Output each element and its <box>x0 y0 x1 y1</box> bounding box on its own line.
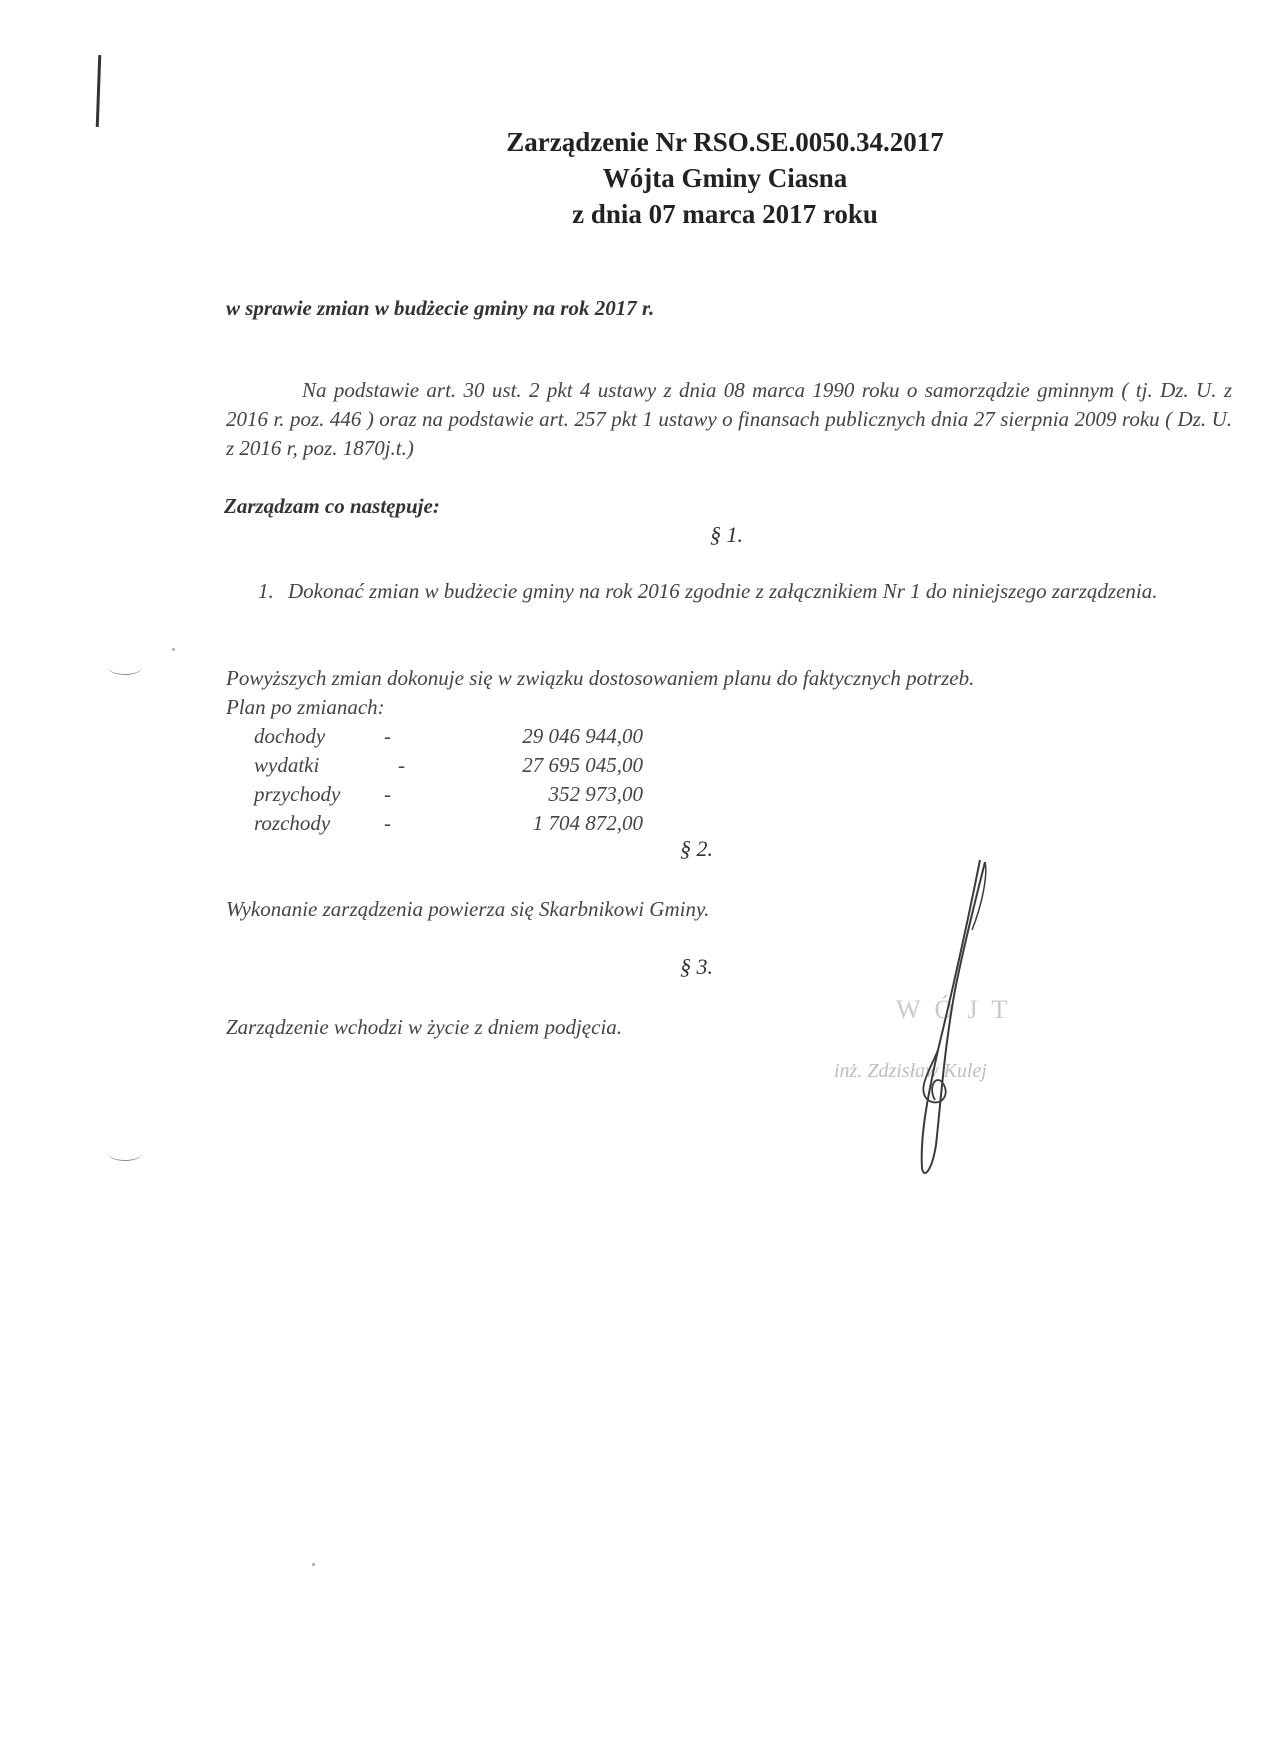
header-date: z dnia 07 marca 2017 roku <box>572 199 878 229</box>
table-row <box>254 809 643 838</box>
document-header <box>0 124 1275 232</box>
scan-speck <box>172 648 175 651</box>
section-1-item-number: 1. <box>258 579 274 603</box>
stamp-title: WÓJT <box>896 995 1022 1024</box>
header-issuer: Wójta Gminy Ciasna <box>602 163 848 193</box>
section-2-text: Wykonanie zarządzenia powierza się Skarbnikowi Gminy. <box>226 897 710 921</box>
scan-margin-mark <box>96 55 102 127</box>
order-heading: Zarządzam co następuje: <box>224 494 440 518</box>
plan-label: dochody <box>254 724 326 748</box>
header-title: Zarządzenie Nr RSO.SE.0050.34.2017 <box>506 127 944 157</box>
plan-label: przychody <box>254 782 341 806</box>
table-row <box>254 722 643 751</box>
document-subject: w sprawie zmian w budżecie gminy na rok 2017 r. <box>226 296 655 320</box>
punch-hole-mark-top <box>108 660 142 675</box>
section-1-sign: § 1. <box>710 522 743 547</box>
table-row <box>254 780 643 809</box>
punch-hole-mark-bottom <box>108 1146 142 1161</box>
plan-heading: Plan po zmianach: <box>226 695 385 719</box>
section-3-text: Zarządzenie wchodzi w życie z dniem podjęcia. <box>226 1015 623 1039</box>
section-3-sign: § 3. <box>680 954 713 979</box>
handwritten-signature <box>820 850 1100 1180</box>
section-1-item-text: Dokonać zmian w budżecie gminy na rok 2016 zgodnie z załącznikiem Nr 1 do niniejszego zarządzenia. <box>288 579 1158 603</box>
plan-dash: - <box>384 811 391 835</box>
plan-value: 29 046 944,00 <box>522 724 643 748</box>
plan-value: 1 704 872,00 <box>532 811 643 835</box>
section-1-reason <box>226 664 974 722</box>
plan-label: rozchody <box>254 811 331 835</box>
scan-speck <box>312 1563 315 1566</box>
plan-dash: - <box>398 753 405 777</box>
plan-dash: - <box>384 724 391 748</box>
plan-label: wydatki <box>254 753 320 777</box>
section-2-sign: § 2. <box>680 836 713 861</box>
table-row <box>254 751 643 780</box>
plan-dash: - <box>384 782 391 806</box>
reason-text: Powyższych zmian dokonuje się w związku dostosowaniem planu do faktycznych potrzeb. <box>226 666 975 690</box>
plan-after-changes-table <box>254 722 643 838</box>
stamp-name: inż. Zdzisław Kulej <box>834 1060 987 1082</box>
plan-value: 27 695 045,00 <box>522 753 643 777</box>
plan-value: 352 973,00 <box>548 782 643 806</box>
section-1-item <box>258 576 1233 606</box>
legal-basis-paragraph: Na podstawie art. 30 ust. 2 pkt 4 ustawy z dnia 08 marca 1990 roku o samorządzie gminnym ( tj. Dz. U. z 2016 r. poz. 446 ) oraz na podstawie art. 257 pkt 1 ustawy o finansach publicznych dnia 27 sierpnia 2009 roku ( Dz. U. z 2016 r, poz. 1870j.t.) <box>226 378 1232 460</box>
